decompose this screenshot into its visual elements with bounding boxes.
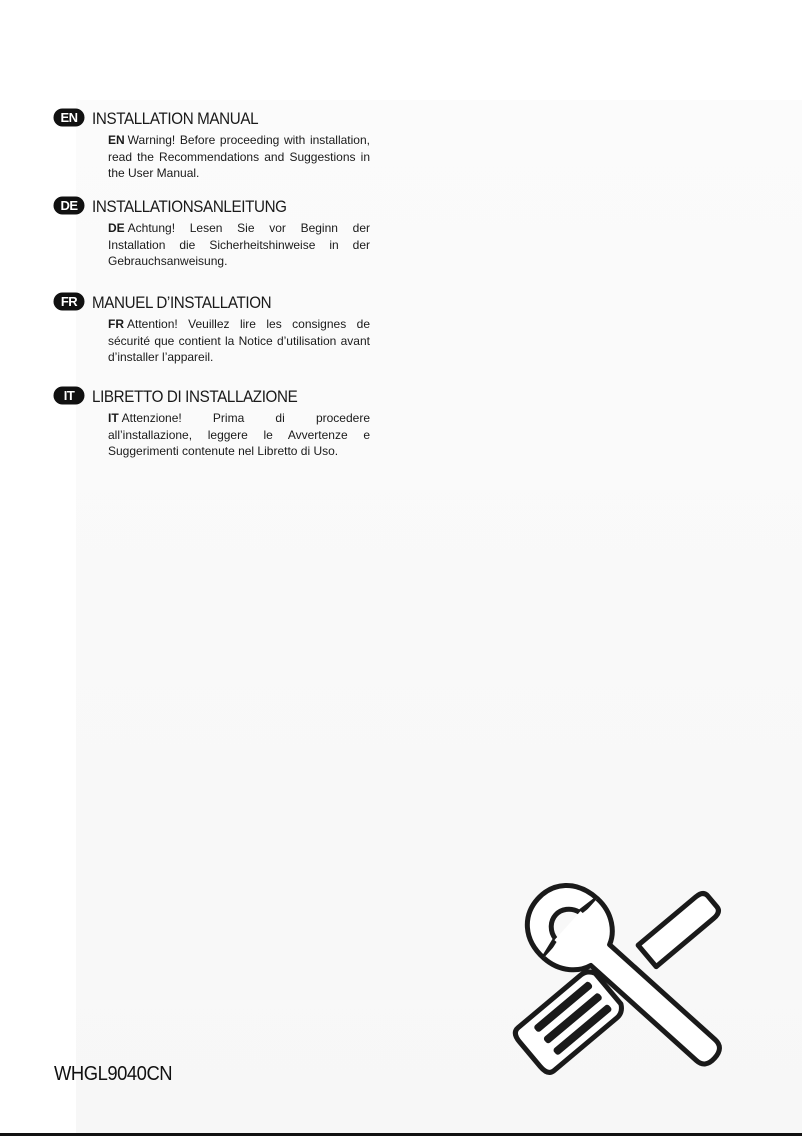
warning-text-en: Warning! Before proceeding with installation, read the Recommendations and Suggestions in the User Manual. [108,133,370,180]
section-header-fr [54,292,384,314]
language-code-de: DE [108,221,125,235]
warning-text-de: Achtung! Lesen Sie vor Beginn der Installation die Sicherheitshinweise in der Gebrauchsanweisung. [108,221,370,268]
warning-text-it: Attenzione! Prima di procedere all’installazione, leggere le Avvertenze e Suggerimenti contenute nel Libretto di Uso. [108,411,370,458]
language-badge-de: DE [54,197,84,214]
section-it [54,386,384,460]
section-fr [54,292,384,366]
section-header-en [54,108,384,130]
section-en [54,108,384,182]
warning-text-fr: Attention! Veuillez lire les consignes de sécurité que contient la Notice d’utilisation avant d’installer l’appareil. [108,317,370,364]
section-text-de [108,220,370,270]
section-de [54,196,384,270]
language-code-en: EN [108,133,125,147]
section-title-en: INSTALLATION MANUAL [92,109,259,128]
language-badge-fr: FR [54,293,84,310]
wrench-screwdriver-icon [498,852,758,1092]
section-text-en [108,132,370,182]
language-code-fr: FR [108,317,124,331]
language-badge-it: IT [54,387,84,404]
section-text-fr [108,316,370,366]
section-title-it: LIBRETTO DI INSTALLAZIONE [92,387,298,406]
section-header-it [54,386,384,408]
model-number: WHGL9040CN [54,1063,173,1085]
section-title-fr: MANUEL D’INSTALLATION [92,293,272,312]
section-header-de [54,196,384,218]
section-title-de: INSTALLATIONSANLEITUNG [92,197,287,216]
section-text-it [108,410,370,460]
language-code-it: IT [108,411,119,425]
language-badge-en: EN [54,109,84,126]
